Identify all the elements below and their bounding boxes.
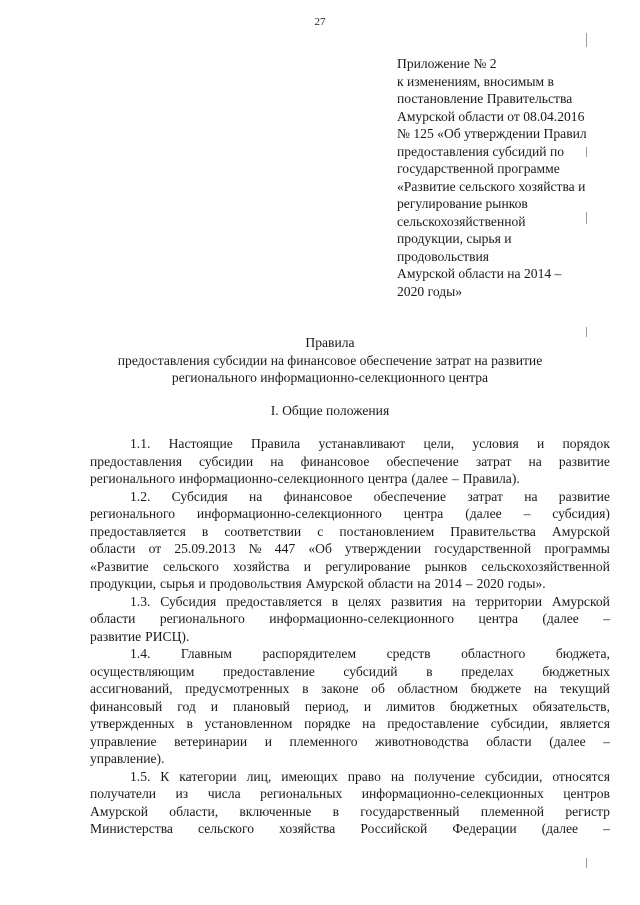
appendix-line: регулирование рынков bbox=[397, 196, 528, 211]
appendix-line: государственной программе bbox=[397, 161, 560, 176]
title-line: предоставления субсидии на финансовое обеспечение затрат на развитие bbox=[117, 352, 543, 368]
paragraph-line: Министерства сельского хозяйства Российской Федерации (далее – bbox=[90, 821, 610, 836]
appendix-line: № 125 «Об утверждении Правил bbox=[397, 126, 587, 141]
paragraph-line: предоставления субсидии на финансовое обеспечение затрат на развитие bbox=[90, 453, 610, 469]
paragraph-line: управление). bbox=[90, 751, 165, 766]
scan-edge-mark bbox=[586, 212, 587, 224]
paragraph-line: области от 25.09.2013 № 447 «Об утверждении государственной программы bbox=[90, 541, 610, 556]
document-body bbox=[90, 435, 610, 838]
paragraph-line: ассигнований, предусмотренных в законе об областном бюджете на текущий bbox=[90, 681, 610, 696]
paragraph-line: финансовый год и плановый период, и лимитов бюджетных обязательств, bbox=[90, 698, 610, 714]
appendix-line: предоставления субсидий по bbox=[397, 143, 565, 159]
appendix-line: «Развитие сельского хозяйства и bbox=[397, 178, 586, 194]
paragraph-line: 1.5. К категории лиц, имеющих право на получение субсидии, относятся bbox=[130, 768, 610, 784]
paragraph-line: регионального информационно-селекционного центра (далее – Правила). bbox=[90, 471, 520, 486]
appendix-line: сельскохозяйственной bbox=[397, 213, 526, 229]
appendix-header bbox=[397, 55, 627, 300]
appendix-line: продукции, сырья и bbox=[397, 231, 512, 246]
appendix-line: Амурской области от 08.04.2016 bbox=[397, 108, 585, 124]
paragraph-line: 1.3. Субсидия предоставляется в целях развития на территории Амурской bbox=[130, 593, 610, 609]
paragraph-line: 1.1. Настоящие Правила устанавливают цели, условия и порядок bbox=[130, 436, 610, 451]
appendix-line: 2020 годы» bbox=[397, 283, 463, 299]
paragraph-line: продукции, сырья и продовольствия Амурской области на 2014 – 2020 годы». bbox=[90, 576, 546, 591]
scan-edge-mark bbox=[586, 327, 587, 337]
appendix-line: Амурской области на 2014 – bbox=[397, 266, 562, 281]
document-title bbox=[60, 334, 600, 387]
appendix-line: Приложение № 2 bbox=[397, 56, 497, 71]
title-line: регионального информационно-селекционного центра bbox=[171, 370, 489, 385]
scan-edge-mark bbox=[586, 147, 587, 157]
paragraph-line: предоставляется в соответствии с постановлением Правительства Амурской bbox=[90, 523, 610, 539]
paragraph-line: Амурской области, включенные в государственный племенной регистр bbox=[90, 803, 610, 819]
appendix-line: к изменениям, вносимым в bbox=[397, 73, 554, 89]
appendix-line: постановление Правительства bbox=[397, 91, 573, 106]
paragraph-line: осуществляющим предоставление субсидий в пределах бюджетных bbox=[90, 663, 610, 679]
section-heading: I. Общие положения bbox=[270, 403, 390, 418]
paragraph-line: развитие РИСЦ). bbox=[90, 628, 190, 644]
scan-edge-mark bbox=[586, 858, 587, 868]
page-number: 27 bbox=[314, 16, 326, 28]
paragraph-line: регионального информационно-селекционного центра (далее – субсидия) bbox=[90, 506, 610, 521]
paragraph-line: получатели из числа региональных информационно-селекционных центров bbox=[90, 786, 610, 801]
paragraph-line: 1.2. Субсидия на финансовое обеспечение затрат на развитие bbox=[130, 488, 610, 504]
paragraph-line: «Развитие сельского хозяйства и регулирование рынков сельскохозяйственной bbox=[90, 558, 610, 574]
appendix-line: продовольствия bbox=[397, 248, 490, 264]
paragraph-line: утвержденных в установленном порядке на предоставление субсидии, является bbox=[90, 716, 610, 731]
scan-edge-mark bbox=[586, 33, 587, 47]
title-word: Правила bbox=[305, 335, 355, 350]
paragraph-line: области регионального информационно-селекционного центра (далее – bbox=[90, 611, 610, 626]
paragraph-line: управление ветеринарии и племенного животноводства области (далее – bbox=[90, 733, 610, 749]
paragraph-line: 1.4. Главным распорядителем средств областного бюджета, bbox=[130, 646, 610, 661]
